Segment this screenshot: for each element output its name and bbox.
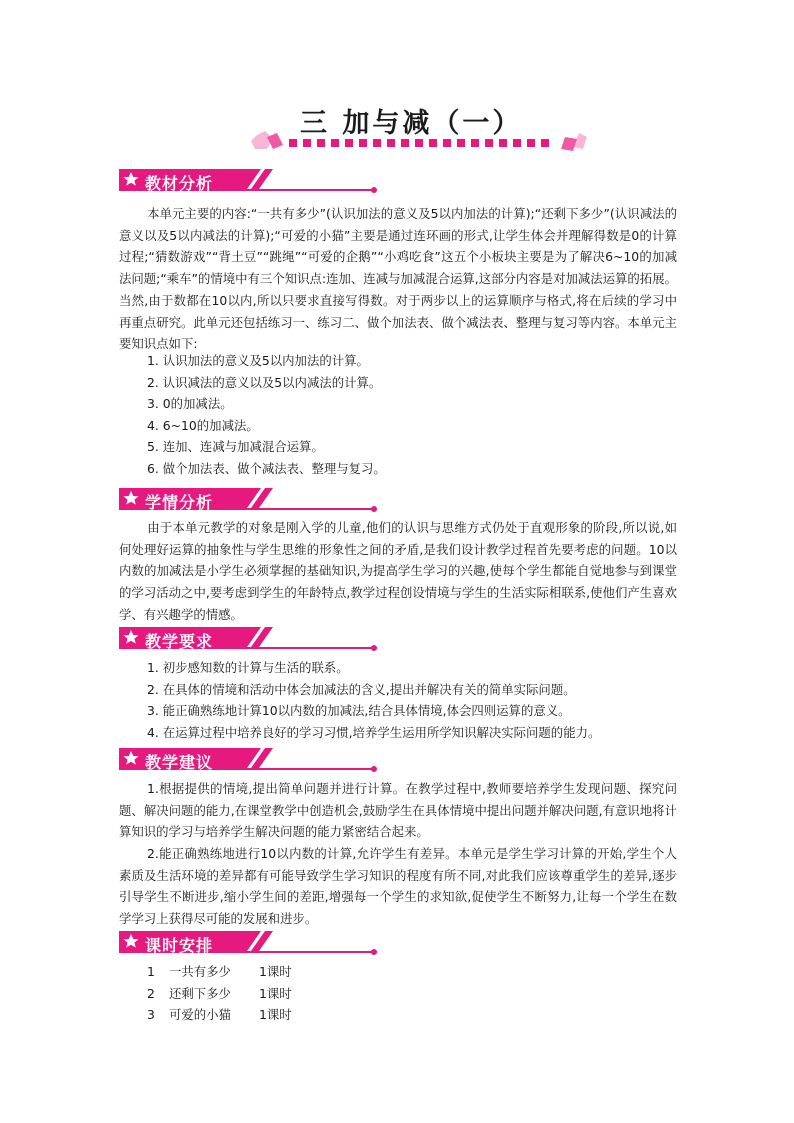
schedule-row — [147, 961, 292, 983]
list-item: 6. 做个加法表、做个减法表、整理与复习。 — [147, 460, 386, 476]
suggestion-paragraph-1: 1.根据提供的情境,提出简单问题并进行计算。在教学过程中,教师要培养学生发现问题、探究问题、解决问题的能力,在课堂教学中创造机会,鼓励学生在具体情境中提出问题并解决问题,有意识地将计算知识的学习与培养学生解决问题的能力紧密结合起来。 — [119, 781, 677, 840]
section-header-learner — [119, 487, 379, 517]
section-title: 教学建议 — [145, 753, 214, 772]
section-header-analysis — [119, 168, 379, 198]
title-decoration — [247, 127, 592, 157]
lesson-hours: 1课时 — [259, 1007, 292, 1022]
list-item: 3. 能正确熟练地计算10以内数的加减法,结合具体情境,体会四则运算的意义。 — [147, 703, 571, 718]
chapter-title: 三 加与减（一） — [300, 108, 523, 139]
learner-paragraph: 由于本单元教学的对象是刚入学的儿童,他们的认识与思维方式仍处于直观形象的阶段,所以说,如何处理好运算的抽象性与学生思维的形象性之间的矛盾,是我们设计教学过程首先要考虑的问题。10以内数的加减法是小学生必须掌握的基础知识,为提高学生学习的兴趣,使每个学生都能自觉地参与到课堂的学习活动之中,要考虑到学生的年龄特点,教学过程创设情境与学生的生活实际相联系,使他们产生喜欢学、有兴趣学的情感。 — [119, 520, 677, 622]
section-header-requirements — [119, 626, 379, 656]
list-item: 4. 6~10的加减法。 — [147, 417, 259, 433]
lesson-number: 2 — [147, 985, 155, 1001]
list-item: 4. 在运算过程中培养良好的学习习惯,培养学生运用所学知识解决实际问题的能力。 — [147, 724, 601, 740]
lesson-topic: 可爱的小猫 — [169, 1007, 231, 1022]
list-item: 2. 认识减法的意义以及5以内减法的计算。 — [147, 374, 382, 390]
section-title: 教材分析 — [145, 174, 214, 193]
schedule-list — [147, 961, 292, 1026]
section-header-schedule — [119, 930, 379, 960]
list-item: 3. 0的加减法。 — [147, 396, 233, 411]
list-item: 1. 初步感知数的计算与生活的联系。 — [147, 660, 349, 675]
analysis-knowledge-list — [147, 350, 386, 479]
lesson-number: 1 — [147, 964, 155, 979]
list-item: 1. 认识加法的意义及5以内加法的计算。 — [147, 353, 369, 368]
section-title: 教学要求 — [145, 632, 214, 651]
list-item: 2. 在具体的情境和活动中体会加减法的含义,提出并解决有关的简单实际问题。 — [147, 681, 576, 697]
requirements-list — [147, 657, 600, 743]
lesson-hours: 1课时 — [259, 964, 292, 979]
section-header-suggestions — [119, 747, 379, 777]
list-item: 5. 连加、连减与加减混合运算。 — [147, 439, 324, 454]
schedule-row — [147, 1004, 292, 1026]
lesson-topic: 还剩下多少 — [169, 985, 231, 1001]
analysis-paragraph: 本单元主要的内容:“一共有多少”(认识加法的意义及5以内加法的计算);“还剩下多少”(认识减法的意义以及5以内减法的计算);“可爱的小猫”主要是通过连环画的形式,让学生体会并理解得数是0的计算过程;“猜数游戏”“背土豆”“跳绳”“可爱的企鹅”“小鸡吃食”这五个小板块主要是为了解决6~10的加减法问题;“乘车”的情境中有三个知识点:连加、连减与加减混合运算,这部分内容是对加减法运算的拓展。当然,由于数都在10以内,所以只要求直接写得数。对于两步以上的运算顺序与格式,将在后续的学习中再重点研究。此单元还包括练习一、练习二、做个加法表、做个减法表、整理与复习等内容。本单元主要知识点如下: — [119, 206, 677, 352]
lesson-topic: 一共有多少 — [169, 964, 231, 979]
suggestion-paragraph-2: 2.能正确熟练地进行10以内数的计算,允许学生有差异。本单元是学生学习计算的开始,学生个人素质及生活环境的差异都有可能导致学生学习知识的程度有所不同,对此我们应该尊重学生的差异,逐步引导学生不断进步,缩小学生间的差距,增强每一个学生的求知欲,促使学生不断努力,让每一个学生在数学学习上获得尽可能的发展和进步。 — [119, 846, 677, 927]
section-title: 课时安排 — [145, 936, 214, 955]
lesson-number: 3 — [147, 1007, 155, 1022]
schedule-row — [147, 983, 292, 1005]
section-title: 学情分析 — [145, 493, 214, 512]
lesson-hours: 1课时 — [259, 985, 292, 1001]
